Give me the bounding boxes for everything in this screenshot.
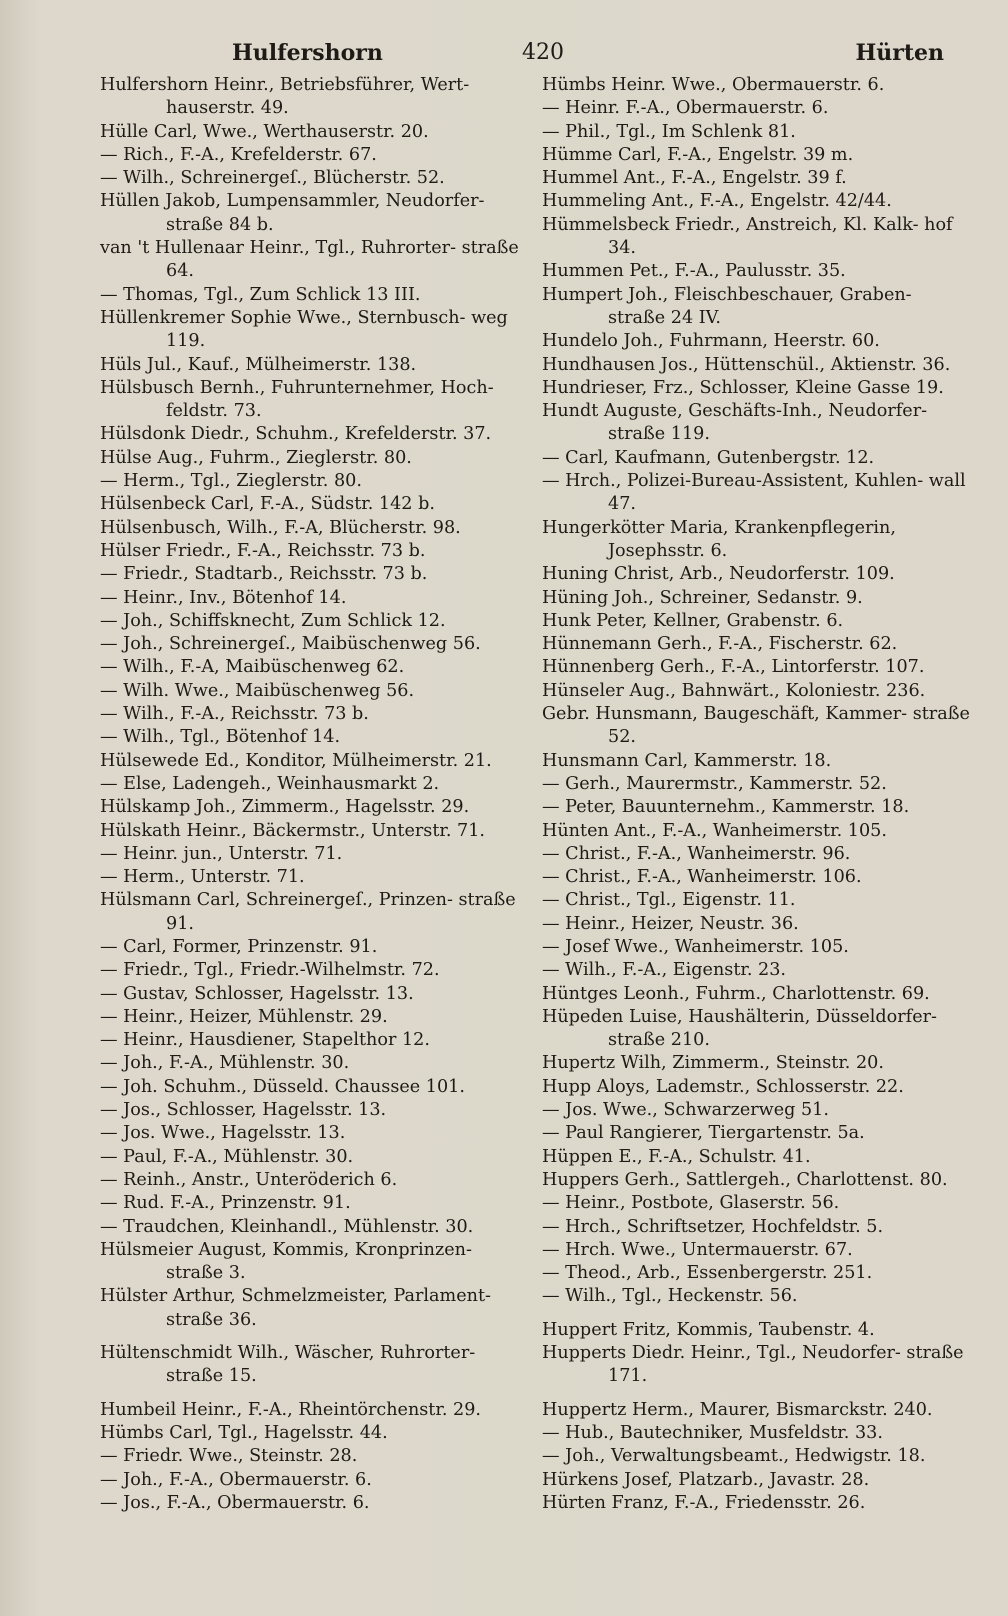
directory-entry: — Theod., Arb., Essenbergerstr. 251.: [542, 1263, 873, 1284]
directory-entry: Hüls Jul., Kauf., Mülheimerstr. 138.: [100, 354, 417, 375]
directory-entry: — Josef Wwe., Wanheimerstr. 105.: [542, 936, 849, 957]
directory-entry: Hülser Friedr., F.-A., Reichsstr. 73 b.: [100, 540, 426, 561]
left-column: [100, 74, 532, 1515]
directory-entry: Hummel Ant., F.-A., Engelstr. 39 f.: [542, 168, 847, 189]
directory-entry: — Jos., Schlosser, Hagelsstr. 13.: [100, 1100, 387, 1121]
directory-entry: Hülsenbusch, Wilh., F.-A, Blücherstr. 98.: [100, 517, 461, 538]
directory-entry: Hunk Peter, Kellner, Grabenstr. 6.: [542, 610, 844, 631]
directory-entry: Hummen Pet., F.-A., Paulusstr. 35.: [542, 261, 846, 282]
directory-entry: — Wilh., F.-A., Eigenstr. 23.: [542, 960, 787, 981]
directory-entry: — Traudchen, Kleinhandl., Mühlenstr. 30.: [100, 1216, 474, 1237]
directory-entry: — Wilh., F.-A, Maibüschenweg 62.: [100, 657, 405, 678]
directory-entry: Hüning Joh., Schreiner, Sedanstr. 9.: [542, 587, 863, 608]
directory-entry: — Else, Ladengeh., Weinhausmarkt 2.: [100, 773, 440, 794]
directory-entry: Hundhausen Jos., Hüttenschül., Aktienstr. 36.: [542, 354, 951, 375]
directory-entry: — Heinr., Hausdiener, Stapelthor 12.: [100, 1030, 430, 1051]
right-column: [542, 74, 974, 1515]
directory-entry: — Wilh., Tgl., Bötenhof 14.: [100, 727, 341, 748]
directory-entry: Huning Christ, Arb., Neudorferstr. 109.: [542, 564, 895, 585]
directory-entry: — Paul Rangierer, Tiergartenstr. 5a.: [542, 1123, 865, 1144]
directory-entry: — Friedr. Wwe., Steinstr. 28.: [100, 1446, 358, 1467]
directory-entry: Hültenschmidt Wilh., Wäscher, Ruhrorter- straße 15.: [100, 1343, 476, 1387]
directory-entry: Humpert Joh., Fleischbeschauer, Graben- straße 24 IV.: [542, 284, 912, 328]
directory-entry: — Friedr., Stadtarb., Reichsstr. 73 b.: [100, 564, 428, 585]
directory-entry: — Jos. Wwe., Schwarzerweg 51.: [542, 1100, 829, 1121]
directory-entry: Hunsmann Carl, Kammerstr. 18.: [542, 750, 832, 771]
directory-entry: — Hrch. Wwe., Untermauerstr. 67.: [542, 1239, 853, 1260]
directory-entry: Huppers Gerh., Sattlergeh., Charlottenst. 80.: [542, 1169, 948, 1190]
directory-entry: — Hrch., Polizei-Bureau-Assistent, Kuhlen- wall 47.: [542, 471, 966, 515]
directory-entry: — Paul, F.-A., Mühlenstr. 30.: [100, 1146, 354, 1167]
directory-entry: — Jos., F.-A., Obermauerstr. 6.: [100, 1492, 370, 1513]
directory-entry: Hümbs Carl, Tgl., Hagelsstr. 44.: [100, 1422, 388, 1443]
directory-entry: Huppert Fritz, Kommis, Taubenstr. 4.: [542, 1319, 875, 1340]
directory-entry: Hümme Carl, F.-A., Engelstr. 39 m.: [542, 144, 854, 165]
directory-entry: — Joh., F.-A., Mühlenstr. 30.: [100, 1053, 350, 1074]
directory-entry: — Friedr., Tgl., Friedr.-Wilhelmstr. 72.: [100, 960, 440, 981]
directory-entry: Hülskath Heinr., Bäckermstr., Unterstr. 71.: [100, 820, 486, 841]
directory-entry: Hupp Aloys, Lademstr., Schlosserstr. 22.: [542, 1076, 904, 1097]
directory-entry: Hupperts Diedr. Heinr., Tgl., Neudorfer- straße 171.: [542, 1343, 964, 1387]
directory-entry: Hülse Aug., Fuhrm., Zieglerstr. 80.: [100, 447, 412, 468]
header-right-keyword: Hürten: [855, 40, 944, 66]
directory-entry: — Herm., Unterstr. 71.: [100, 867, 305, 888]
directory-entry: Hupertz Wilh, Zimmerm., Steinstr. 20.: [542, 1053, 884, 1074]
directory-entry: Huppertz Herm., Maurer, Bismarckstr. 240.: [542, 1399, 933, 1420]
directory-entry: — Jos. Wwe., Hagelsstr. 13.: [100, 1123, 346, 1144]
directory-entry: Hünnemann Gerh., F.-A., Fischerstr. 62.: [542, 634, 898, 655]
directory-entry: Humbeil Heinr., F.-A., Rheintörchenstr. 29.: [100, 1399, 482, 1420]
directory-entry: — Gerh., Maurermstr., Kammerstr. 52.: [542, 773, 887, 794]
directory-entry: — Phil., Tgl., Im Schlenk 81.: [542, 121, 796, 142]
directory-entry: — Hub., Bautechniker, Musfeldstr. 33.: [542, 1422, 883, 1443]
directory-entry: Hundelo Joh., Fuhrmann, Heerstr. 60.: [542, 331, 880, 352]
page-number: 420: [522, 40, 564, 65]
page-header: [100, 30, 974, 74]
directory-entry: Hülsbusch Bernh., Fuhrunternehmer, Hoch- feldstr. 73.: [100, 377, 494, 422]
directory-entry: Hüllenkremer Sophie Wwe., Sternbusch- weg 119.: [100, 307, 508, 352]
directory-entry: Hülsenbeck Carl, F.-A., Südstr. 142 b.: [100, 494, 435, 515]
directory-entry: Hülsmann Carl, Schreinergeſ., Prinzen- straße 91.: [100, 890, 516, 934]
directory-entry: — Christ., F.-A., Wanheimerstr. 106.: [542, 867, 862, 888]
directory-entry: Hürten Franz, F.-A., Friedensstr. 26.: [542, 1492, 866, 1513]
directory-entry: Hünten Ant., F.-A., Wanheimerstr. 105.: [542, 820, 887, 841]
directory-entry: Hüllen Jakob, Lumpensammler, Neudorfer- straße 84 b.: [100, 191, 485, 235]
directory-entry: — Herm., Tgl., Zieglerstr. 80.: [100, 471, 362, 492]
header-left-keyword: Hulfershorn: [232, 40, 383, 66]
directory-entry: Hümmelsbeck Friedr., Anstreich, Kl. Kalk- hof 34.: [542, 214, 953, 259]
directory-entry: van 't Hullenaar Heinr., Tgl., Ruhrorter- straße 64.: [100, 238, 519, 282]
directory-entry: Hundt Auguste, Geschäfts-Inh., Neudorfer- straße 119.: [542, 401, 928, 445]
directory-entry: — Reinh., Anstr., Unteröderich 6.: [100, 1169, 398, 1190]
directory-entry: — Wilh. Wwe., Maibüschenweg 56.: [100, 680, 415, 701]
directory-entry: — Heinr. jun., Unterstr. 71.: [100, 843, 343, 864]
directory-entry: — Heinr., Postbote, Glaserstr. 56.: [542, 1193, 840, 1214]
directory-entry: — Heinr., Heizer, Mühlenstr. 29.: [100, 1006, 388, 1027]
directory-entry: — Wilh., Tgl., Heckenstr. 56.: [542, 1286, 798, 1307]
directory-entry: Hülsdonk Diedr., Schuhm., Krefelderstr. 37.: [100, 424, 492, 445]
directory-entry: Hülsewede Ed., Konditor, Mülheimerstr. 21.: [100, 750, 492, 771]
directory-entry: — Christ., Tgl., Eigenstr. 11.: [542, 890, 796, 911]
directory-entry: Hülskamp Joh., Zimmerm., Hagelsstr. 29.: [100, 797, 470, 818]
directory-entry: — Carl, Former, Prinzenstr. 91.: [100, 936, 378, 957]
directory-entry: — Hrch., Schriftsetzer, Hochfeldstr. 5.: [542, 1216, 884, 1237]
directory-entry: — Joh., Schiffsknecht, Zum Schlick 12.: [100, 610, 446, 631]
directory-entry: — Rich., F.-A., Krefelderstr. 67.: [100, 144, 377, 165]
directory-entry: Hünseler Aug., Bahnwärt., Koloniestr. 236.: [542, 680, 926, 701]
directory-entry: Hundrieser, Frz., Schlosser, Kleine Gasse 19.: [542, 377, 944, 398]
directory-entry: — Joh., F.-A., Obermauerstr. 6.: [100, 1469, 372, 1490]
directory-entry: Hülster Arthur, Schmelzmeister, Parlament- straße 36.: [100, 1286, 491, 1330]
directory-entry: — Rud. F.-A., Prinzenstr. 91.: [100, 1193, 351, 1214]
directory-entry: Hulfershorn Heinr., Betriebsführer, Wert- hauserstr. 49.: [100, 75, 470, 119]
directory-entry: — Christ., F.-A., Wanheimerstr. 96.: [542, 843, 851, 864]
directory-entry: Hülle Carl, Wwe., Werthauserstr. 20.: [100, 121, 429, 142]
directory-entry: Gebr. Hunsmann, Baugeschäft, Kammer- straße 52.: [542, 704, 970, 748]
directory-entry: Hülsmeier August, Kommis, Kronprinzen- straße 3.: [100, 1239, 472, 1284]
directory-entry: Hümbs Heinr. Wwe., Obermauerstr. 6.: [542, 75, 885, 95]
directory-entry: Hürkens Josef, Platzarb., Javastr. 28.: [542, 1469, 870, 1490]
directory-entry: — Heinr., Heizer, Neustr. 36.: [542, 913, 799, 934]
directory-entry: — Heinr. F.-A., Obermauerstr. 6.: [542, 98, 829, 119]
directory-entry: Hünnenberg Gerh., F.-A., Lintorferstr. 107.: [542, 657, 925, 678]
directory-entry: Hüntges Leonh., Fuhrm., Charlottenstr. 69.: [542, 983, 930, 1004]
directory-entry: — Gustav, Schlosser, Hagelsstr. 13.: [100, 983, 414, 1004]
directory-entry: — Thomas, Tgl., Zum Schlick 13 III.: [100, 284, 421, 305]
directory-entry: — Wilh., F.-A., Reichsstr. 73 b.: [100, 704, 369, 725]
directory-entry: — Peter, Bauunternehm., Kammerstr. 18.: [542, 797, 910, 818]
directory-entry: Hungerkötter Maria, Krankenpflegerin, Josephsstr. 6.: [542, 517, 896, 561]
directory-entry: — Wilh., Schreinergeſ., Blücherstr. 52.: [100, 168, 445, 189]
directory-entry: — Joh., Verwaltungsbeamt., Hedwigstr. 18.: [542, 1446, 926, 1467]
directory-entry: Hüppen E., F.-A., Schulstr. 41.: [542, 1146, 811, 1167]
directory-columns: [100, 74, 974, 1515]
directory-entry: — Heinr., Inv., Bötenhof 14.: [100, 587, 347, 608]
directory-entry: Hüpeden Luise, Haushälterin, Düsseldorfer- straße 210.: [542, 1006, 937, 1051]
directory-entry: — Carl, Kaufmann, Gutenbergstr. 12.: [542, 447, 875, 468]
directory-entry: — Joh. Schuhm., Düsseld. Chaussee 101.: [100, 1076, 465, 1097]
directory-entry: Hummeling Ant., F.-A., Engelstr. 42/44.: [542, 191, 892, 212]
directory-entry: — Joh., Schreinergeſ., Maibüschenweg 56.: [100, 634, 481, 655]
